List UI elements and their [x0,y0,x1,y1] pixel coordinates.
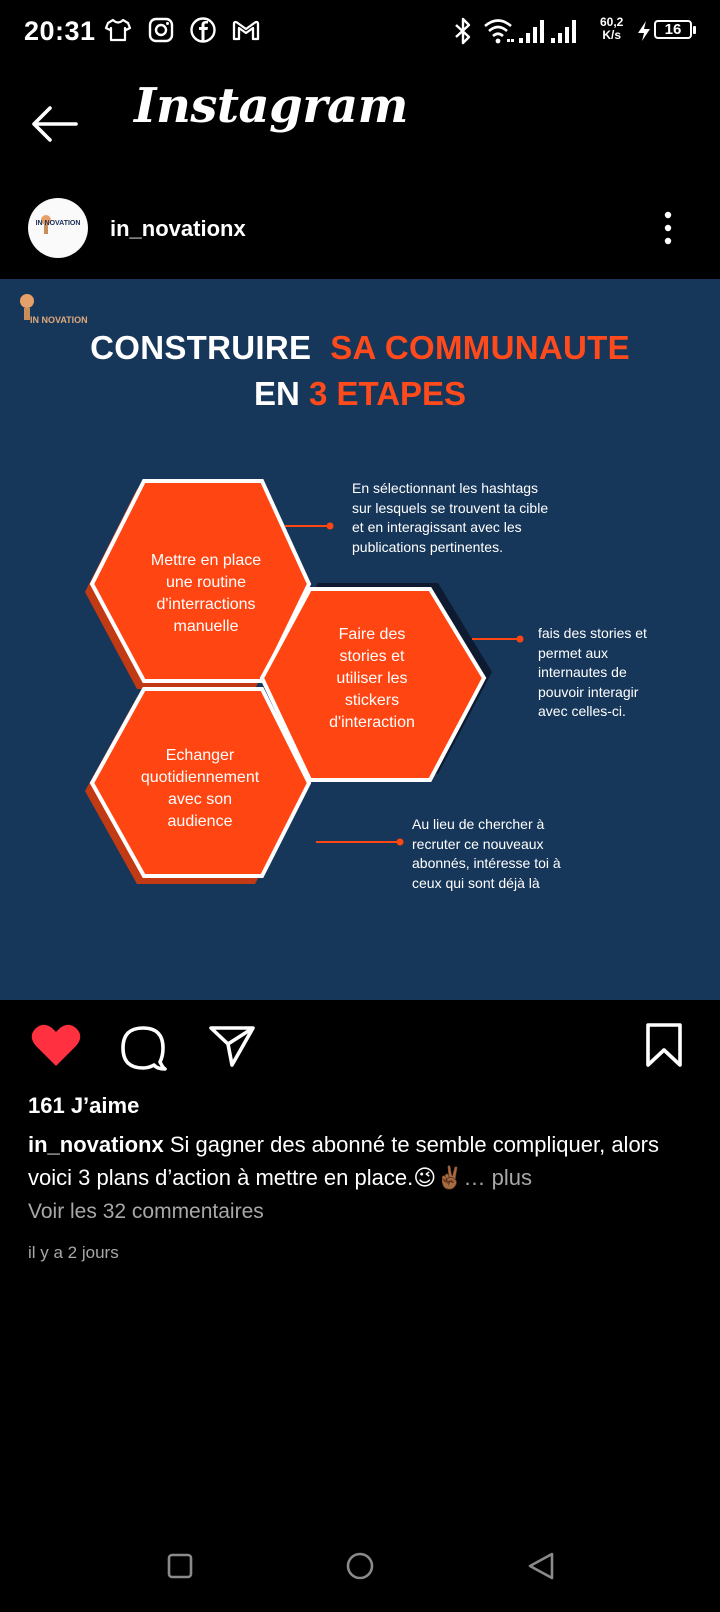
connector-dot-1 [327,523,334,530]
speed-value: 60,2 [600,15,624,29]
title-part1: CONSTRUIRE [90,329,312,366]
connector-dot-2 [517,636,524,643]
title-line2-part1: EN [253,375,300,412]
post-image[interactable] [0,279,720,1000]
facebook-icon [189,16,217,44]
gmail-icon [231,16,261,44]
speed-unit: K/s [602,28,622,42]
status-bar [0,0,720,66]
hex3-line: quotidiennement [140,769,260,786]
title-part2: SA COMMUNAUTE [330,329,630,366]
hex1-line: Mettre en place [150,552,262,569]
connector-dot-3 [397,839,404,846]
avatar-logo-text: IN NOVATION [35,220,81,227]
step1-description [352,479,592,557]
bluetooth-icon [452,16,474,46]
save-bookmark-icon[interactable] [644,1022,684,1068]
avatar[interactable] [28,198,88,258]
caption-text: Si gagner des abonné te semble compliquer, alors voici 3 plans d’action à mettre en place.😉✌🏾 [28,1132,660,1190]
desc1-line: publications pertinentes. [352,538,503,555]
hex2-line: stories et [339,648,405,665]
more-options-icon[interactable] [660,210,676,246]
caption-more-link[interactable]: … plus [463,1165,533,1190]
back-nav-icon[interactable] [526,1550,556,1582]
hex2-line: stickers [344,692,400,709]
infographic-title-line1 [0,329,720,367]
like-count[interactable]: 161 J’aime [28,1093,140,1118]
image-brand-mark: IN NOVATION [30,315,88,325]
instagram-icon [147,16,175,44]
hex2-line: utiliser les [336,670,408,687]
infographic-title-line2 [0,375,720,413]
desc2-line: pouvoir interagir [538,683,639,700]
hex1-line: d'interractions [156,596,256,613]
post-timestamp: il y a 2 jours [28,1243,119,1262]
recent-apps-icon[interactable] [166,1552,194,1580]
desc3-line: abonnés, intéresse toi à [412,855,561,871]
desc2-line: fais des stories et [538,625,647,641]
status-time: 20:31 [24,16,96,46]
step3-description [412,815,612,893]
view-comments-link[interactable]: Voir les 32 commentaires [28,1200,264,1223]
signal-icon-2 [550,16,580,46]
desc1-line: sur lesquels se trouvent ta cible [352,499,549,516]
desc3-line: recruter ce nouveaux [412,835,544,852]
hex1-line: manuelle [173,618,239,635]
network-speed [600,16,623,42]
hex3-text [104,745,296,833]
title-line2-part2: 3 ETAPES [308,375,467,412]
like-heart-icon[interactable] [30,1022,82,1068]
brand-bulb-icon [20,294,34,308]
desc2-line: avec celles-ci. [538,703,626,719]
charging-icon [636,20,652,42]
step2-description [538,624,698,722]
hex2-line: Faire des [338,626,406,643]
hex3-line: Echanger [165,747,235,764]
desc1-line: et en interagissant avec les [352,519,522,535]
hex3-line: avec son [167,791,233,808]
desc2-line: internautes de [538,664,627,680]
app-logo: Instagram [134,78,408,134]
home-icon[interactable] [344,1550,376,1582]
hex1-line: une routine [165,574,247,591]
wifi-icon [482,16,514,46]
share-send-icon[interactable] [208,1024,256,1068]
battery-indicator: 16 [654,20,692,39]
shirt-icon [104,16,132,44]
desc3-line: ceux qui sont déjà là [412,874,540,891]
back-arrow-icon[interactable] [28,96,84,152]
desc1-line: En sélectionnant les hashtags [352,480,539,496]
comment-icon[interactable] [120,1024,168,1072]
signal-icon [518,16,548,46]
post-caption [28,1128,698,1194]
hex2-text [274,624,470,734]
desc2-line: permet aux [538,644,609,661]
desc3-line: Au lieu de chercher à [412,816,545,832]
post-username[interactable]: in_novationx [110,216,246,241]
avatar-logo-icon [28,198,88,258]
caption-username[interactable]: in_novationx [28,1132,164,1157]
hex2-line: d'interaction [329,714,415,731]
hex3-line: audience [167,813,233,830]
